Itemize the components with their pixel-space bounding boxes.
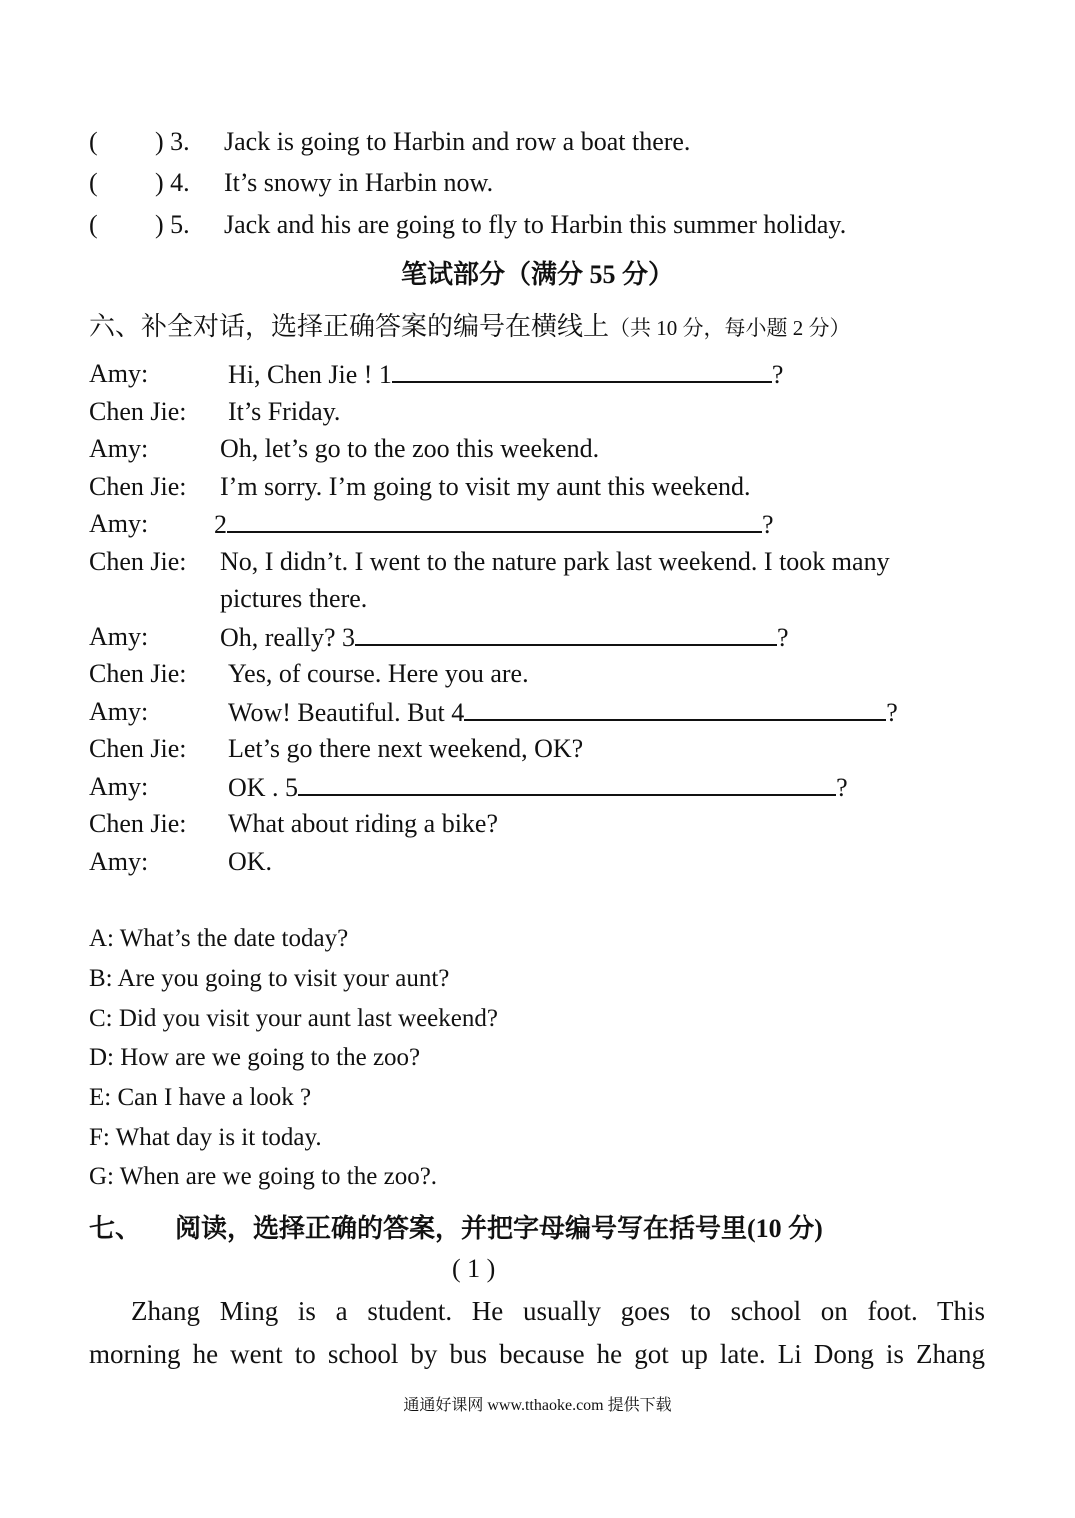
- speaker: Chen Jie:: [89, 472, 187, 501]
- answer-paren: (: [89, 127, 98, 156]
- dialogue-text: Yes, of course. Here you are.: [228, 659, 529, 688]
- answer-blank-1[interactable]: [392, 359, 772, 383]
- item-number: ) 5.: [155, 210, 190, 239]
- question-mark: ?: [886, 698, 898, 727]
- dialogue-text-continued: pictures there.: [220, 584, 368, 613]
- item-statement: Jack is going to Harbin and row a boat there.: [224, 127, 691, 156]
- option-f: F: What day is it today.: [89, 1124, 322, 1151]
- speaker: Chen Jie:: [89, 547, 187, 576]
- dialogue-text: 2: [214, 510, 227, 539]
- option-d: D: How are we going to the zoo?: [89, 1044, 421, 1071]
- dialogue-text: OK.: [228, 847, 273, 876]
- dialogue-text: No, I didn’t. I went to the nature park last weekend. I took many: [220, 547, 890, 576]
- dialogue-line: [214, 509, 774, 540]
- section-7-number: 七、: [89, 1214, 142, 1243]
- answer-blank-4[interactable]: [464, 697, 886, 721]
- section-7-title: 阅读，选择正确的答案，并把字母编号写在括号里(10 分): [175, 1214, 823, 1243]
- question-mark: ?: [777, 623, 789, 652]
- answer-blank-2[interactable]: [227, 509, 762, 533]
- item-number: ) 4.: [155, 168, 190, 197]
- speaker: Chen Jie:: [89, 734, 187, 763]
- question-mark: ?: [836, 773, 848, 802]
- passage-line: Zhang Ming is a student. He usually goes to school on foot. This: [131, 1296, 985, 1326]
- dialogue-text: Wow! Beautiful. But 4: [228, 698, 465, 727]
- dialogue-line: [228, 772, 848, 803]
- dialogue-line: [228, 697, 898, 728]
- dialogue-text: What about riding a bike?: [228, 809, 499, 838]
- speaker: Amy:: [89, 434, 149, 463]
- dialogue-line: [220, 622, 789, 653]
- speaker: Amy:: [89, 622, 149, 651]
- answer-paren: (: [89, 168, 98, 197]
- page-footer: 通通好课网 www.tthaoke.com 提供下载: [403, 1397, 672, 1414]
- section-6-title: 六、补全对话，选择正确答案的编号在横线上: [89, 312, 610, 341]
- option-b: B: Are you going to visit your aunt?: [89, 965, 450, 992]
- speaker: Chen Jie:: [89, 659, 187, 688]
- dialogue-text: I’m sorry. I’m going to visit my aunt this weekend.: [220, 472, 751, 501]
- speaker: Amy:: [89, 847, 149, 876]
- speaker: Chen Jie:: [89, 397, 187, 426]
- dialogue-text: OK . 5: [228, 773, 299, 802]
- dialogue-text: It’s Friday.: [228, 397, 341, 426]
- item-number: ) 3.: [155, 127, 190, 156]
- option-g: G: When are we going to the zoo?.: [89, 1163, 438, 1190]
- answer-paren: (: [89, 210, 98, 239]
- option-c: C: Did you visit your aunt last weekend?: [89, 1005, 498, 1032]
- option-e: E: Can I have a look ?: [89, 1084, 312, 1111]
- speaker: Amy:: [89, 509, 149, 538]
- question-mark: ?: [762, 510, 774, 539]
- item-statement: Jack and his are going to fly to Harbin this summer holiday.: [224, 210, 847, 239]
- speaker: Amy:: [89, 359, 149, 388]
- dialogue-line: [228, 359, 783, 390]
- speaker: Chen Jie:: [89, 809, 187, 838]
- speaker: Amy:: [89, 772, 149, 801]
- dialogue-text: Hi, Chen Jie ! 1: [228, 360, 392, 389]
- passage-line: morning he went to school by bus because he got up late. Li Dong is Zhang: [89, 1339, 985, 1369]
- question-mark: ?: [771, 360, 784, 389]
- option-a: A: What’s the date today?: [89, 925, 349, 952]
- passage-label: ( 1 ): [452, 1254, 496, 1283]
- section-6-heading: [89, 306, 851, 343]
- written-section-title: 笔试部分（满分 55 分）: [400, 260, 674, 289]
- speaker: Amy:: [89, 697, 149, 726]
- answer-blank-5[interactable]: [298, 772, 836, 796]
- dialogue-text: Let’s go there next weekend, OK?: [228, 734, 584, 763]
- answer-blank-3[interactable]: [355, 622, 777, 646]
- dialogue-text: Oh, let’s go to the zoo this weekend.: [220, 434, 600, 463]
- section-7-heading: [89, 1208, 823, 1245]
- section-6-score: （共 10 分，每小题 2 分）: [609, 316, 851, 340]
- item-statement: It’s snowy in Harbin now.: [224, 168, 494, 197]
- dialogue-text: Oh, really? 3: [220, 623, 356, 652]
